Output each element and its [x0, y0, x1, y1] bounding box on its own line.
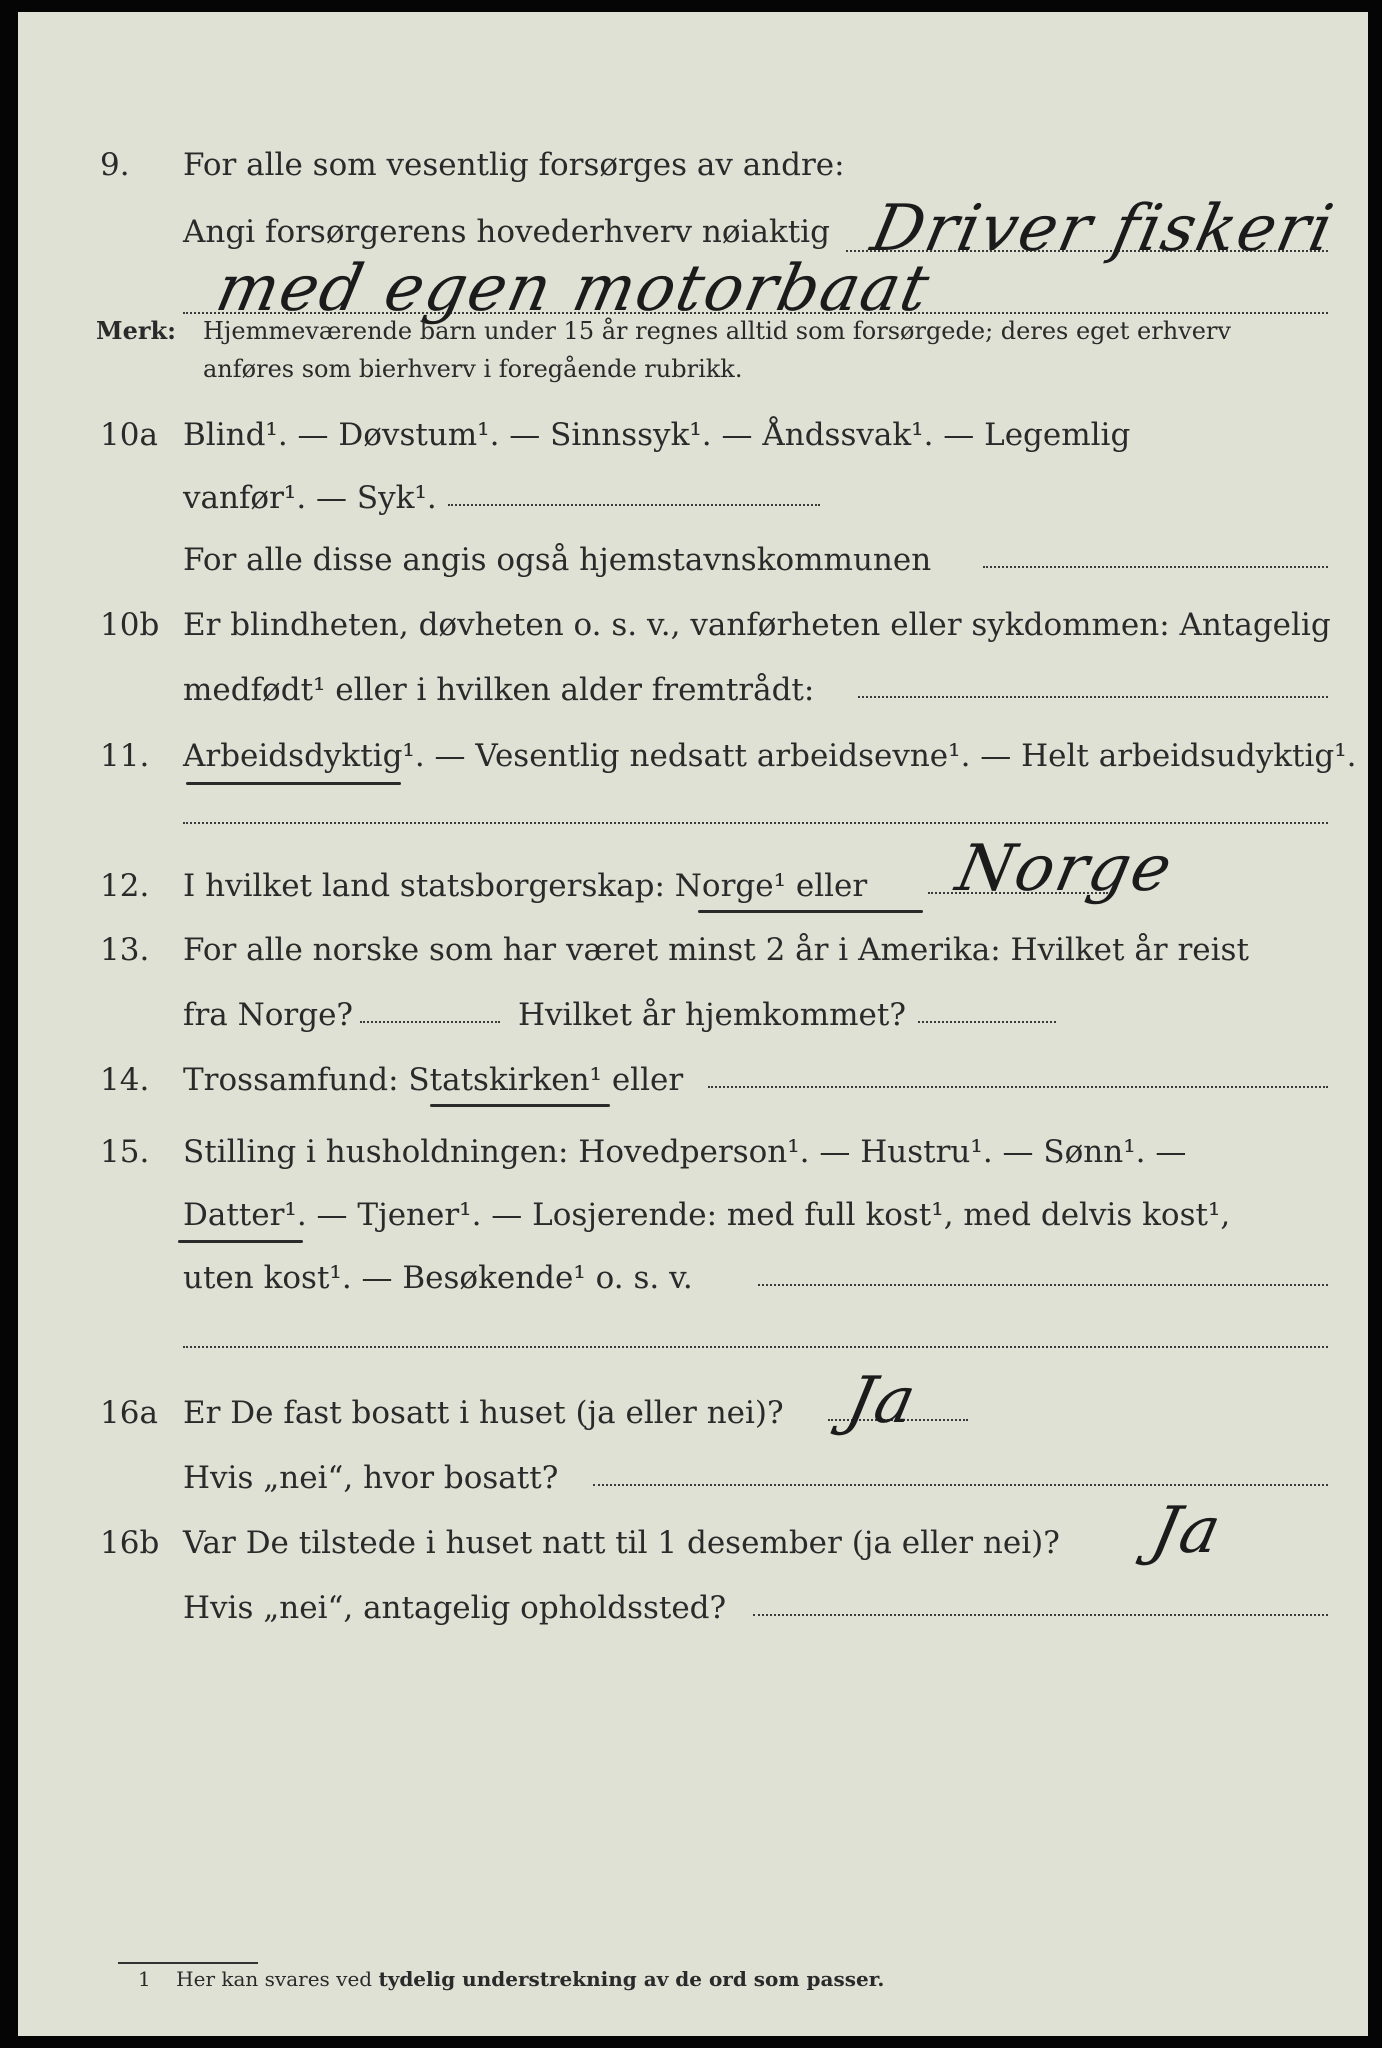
q16b-text-2: Hvis „nei“, antagelig opholdssted?: [183, 1590, 727, 1626]
footnote-mark: 1: [138, 1967, 151, 1991]
q10b-text-1: Er blindheten, døvheten o. s. v., vanførheten eller sykdommen: Antagelig: [183, 607, 1331, 643]
q16a-text-1: Er De fast bosatt i huset (ja eller nei)?: [183, 1395, 784, 1431]
q15-answer-line-1: [758, 1284, 1328, 1286]
q16a-text-2: Hvis „nei“, hvor bosatt?: [183, 1460, 559, 1496]
q12-text-1: I hvilket land statsborgerskap: Norge¹ eller: [183, 868, 868, 904]
q10b-number: 10b: [100, 607, 160, 643]
q15-underline-mark: [178, 1240, 303, 1243]
q14-answer-line: [708, 1086, 1328, 1088]
q16a-answer-line-2: [593, 1484, 1328, 1486]
q13-answer-line-2: [918, 1021, 1056, 1023]
q10a-text-2: vanfør¹. — Syk¹.: [183, 480, 437, 516]
q10b-answer-line: [858, 696, 1328, 698]
q13-number: 13.: [100, 932, 150, 968]
q12-number: 12.: [100, 868, 150, 904]
q13-text-1: For alle norske som har været minst 2 år i Amerika: Hvilket år reist: [183, 932, 1249, 968]
q13-answer-line-1: [360, 1021, 500, 1023]
q10a-number: 10a: [100, 417, 158, 453]
footnote: [138, 1964, 884, 1994]
q9-handwritten-answer-2: med egen motorbaat: [210, 252, 938, 326]
q10a-text-1: Blind¹. — Døvstum¹. — Sinnssyk¹. — Åndssvak¹. — Legemlig: [183, 417, 1131, 453]
footnote-text-plain: Her kan svares ved: [176, 1967, 373, 1991]
q16b-answer-line: [753, 1614, 1328, 1616]
census-form-page: [18, 12, 1368, 2036]
q11-answer-line: [183, 822, 1328, 824]
q14-underline-mark: [430, 1104, 610, 1107]
q16b-number: 16b: [100, 1525, 160, 1561]
q16a-number: 16a: [100, 1395, 158, 1431]
q11-text-1: Arbeidsdyktig¹. — Vesentlig nedsatt arbeidsevne¹. — Helt arbeidsudyktig¹.: [183, 738, 1357, 774]
q13-text-2a: fra Norge?: [183, 997, 354, 1033]
footnote-text-bold: tydelig understrekning av de ord som passer.: [378, 1967, 885, 1991]
q10a-text-3: For alle disse angis også hjemstavnskommunen: [183, 542, 932, 578]
q14-number: 14.: [100, 1062, 150, 1098]
merk-label: Merk:: [96, 316, 176, 345]
q9-text-2: Angi forsørgerens hovederhverv nøiaktig: [183, 214, 830, 250]
q11-number: 11.: [100, 738, 150, 774]
q14-text-1: Trossamfund: Statskirken¹ eller: [183, 1062, 684, 1098]
q10b-text-2: medfødt¹ eller i hvilken alder fremtrådt:: [183, 672, 815, 708]
q9-number: 9.: [100, 147, 130, 183]
q15-text-2: Datter¹. — Tjener¹. — Losjerende: med full kost¹, med delvis kost¹,: [183, 1197, 1231, 1233]
q9-handwritten-answer-1: Driver fiskeri: [865, 192, 1341, 266]
merk-text-1: Hjemmeværende barn under 15 år regnes alltid som forsørgede; deres eget erhverv: [203, 317, 1231, 345]
merk-text-2: anføres som bierhverv i foregående rubrikk.: [203, 355, 743, 383]
q15-number: 15.: [100, 1134, 150, 1170]
q16a-handwritten-answer: Ja: [840, 1364, 924, 1438]
q10a-answer-line-1: [448, 504, 820, 506]
q9-text-1: For alle som vesentlig forsørges av andre:: [183, 147, 845, 183]
q12-handwritten-answer: Norge: [950, 832, 1180, 906]
q10a-answer-line-2: [983, 566, 1328, 568]
q12-underline-mark: [698, 910, 923, 913]
q16b-handwritten-answer: Ja: [1145, 1494, 1229, 1568]
q15-answer-line-2: [183, 1346, 1328, 1348]
q13-text-2b: Hvilket år hjemkommet?: [518, 997, 906, 1033]
q11-underline-mark: [186, 782, 401, 785]
q15-text-3: uten kost¹. — Besøkende¹ o. s. v.: [183, 1260, 693, 1296]
q16b-text-1: Var De tilstede i huset natt til 1 desember (ja eller nei)?: [183, 1525, 1060, 1561]
q15-text-1: Stilling i husholdningen: Hovedperson¹. — Hustru¹. — Sønn¹. —: [183, 1134, 1187, 1170]
